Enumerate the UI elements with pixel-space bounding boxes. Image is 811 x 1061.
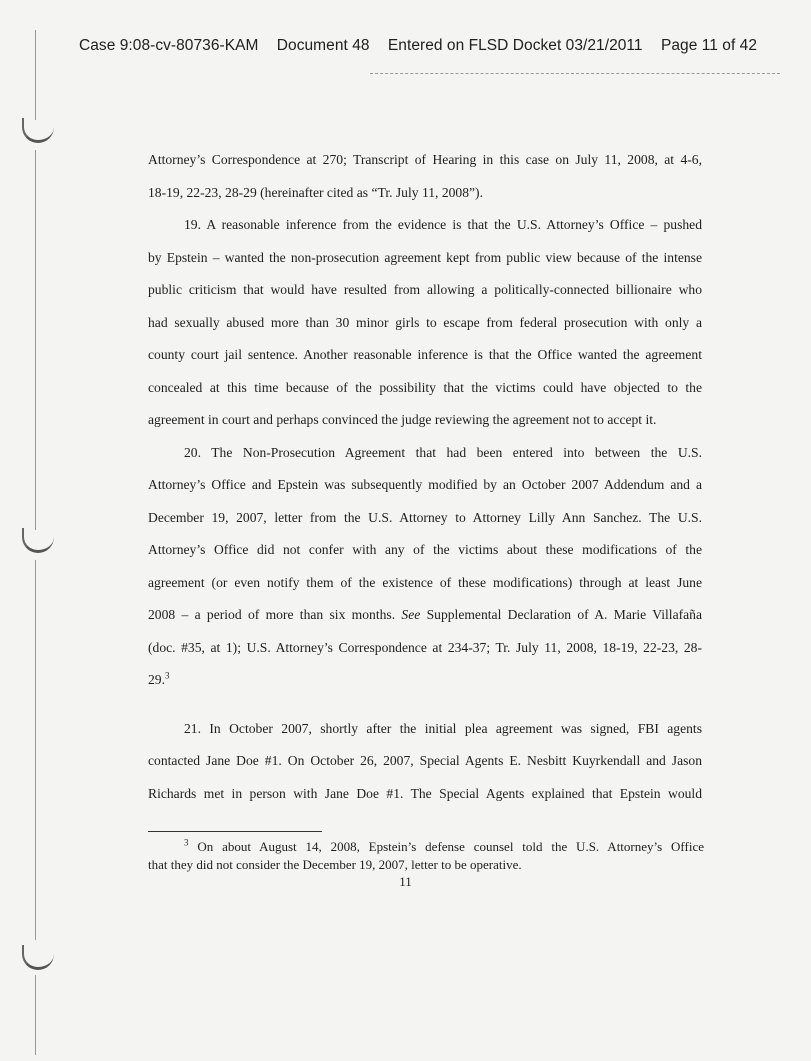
citation-signal: See	[401, 607, 421, 622]
margin-line	[35, 30, 36, 120]
docket-entry: Entered on FLSD Docket 03/21/2011	[387, 37, 643, 54]
footnote-ref: 3	[165, 670, 170, 681]
text-line: Attorney’s Office and Epstein was subsequently modified by an October 2007 Addendum and a	[148, 477, 702, 492]
header-rule	[370, 73, 780, 75]
text-segment: On about August 14, 2008, Epstein’s defense counsel told the U.S. Attorney’s Office	[197, 839, 704, 854]
punch-hole-mark	[22, 528, 54, 553]
paragraph-20-start: 20. The Non-Prosecution Agreement that had been entered into between the U.S.	[184, 444, 702, 460]
page-number: 11	[399, 874, 412, 889]
text-line: Attorney’s Office did not confer with any of the victims about these modifications of the	[148, 542, 702, 557]
margin-line	[35, 150, 36, 530]
text-line: December 19, 2007, letter from the U.S. Attorney to Attorney Lilly Ann Sanchez. The U.S.	[148, 509, 702, 525]
document-number: Document 48	[276, 37, 370, 54]
footnote-separator	[148, 831, 322, 832]
text-segment: 29.	[148, 672, 165, 687]
document-body	[148, 147, 702, 813]
docket-header	[79, 37, 779, 55]
paragraph-21-start: 21. In October 2007, shortly after the initial plea agreement was signed, FBI agents	[184, 720, 702, 736]
case-number: Case 9:08-cv-80736-KAM	[79, 37, 259, 54]
margin-line	[35, 975, 36, 1055]
text-line: Attorney’s Correspondence at 270; Transcript of Hearing in this case on July 11, 2008, at 4-6,	[148, 152, 702, 167]
text-line: agreement in court and perhaps convinced the judge reviewing the agreement not to accept it.	[148, 412, 657, 427]
text-segment: Supplemental Declaration of A. Marie Villafaña	[426, 607, 703, 622]
footnote	[148, 838, 704, 874]
text-line: (doc. #35, at 1); U.S. Attorney’s Correspondence at 234-37; Tr. July 11, 2008, 18-19, 22-23, 28-	[148, 639, 702, 655]
text-line: contacted Jane Doe #1. On October 26, 2007, Special Agents E. Nesbitt Kuyrkendall and Jason	[148, 753, 702, 768]
binder-hole-margin	[0, 0, 60, 1061]
text-line: 18-19, 22-23, 28-29 (hereinafter cited as “Tr. July 11, 2008”).	[148, 184, 483, 200]
text-line: by Epstein – wanted the non-prosecution agreement kept from public view because of the intense	[148, 249, 702, 265]
punch-hole-mark	[22, 945, 54, 970]
text-line: concealed at this time because of the possibility that the victims could have objected to the	[148, 379, 702, 395]
footnote-marker: 3	[184, 837, 189, 848]
text-line: county court jail sentence. Another reasonable inference is that the Office wanted the agreement	[148, 347, 702, 362]
page-indicator: Page 11 of 42	[660, 37, 757, 54]
text-line: Richards met in person with Jane Doe #1. The Special Agents explained that Epstein would	[148, 785, 702, 801]
punch-hole-mark	[22, 118, 54, 143]
text-segment: 2008 – a period of more than six months.	[148, 607, 396, 622]
text-line: agreement (or even notify them of the existence of these modifications) through at least June	[148, 574, 702, 590]
paragraph-19-start: 19. A reasonable inference from the evidence is that the U.S. Attorney’s Office – pushed	[184, 217, 702, 232]
footnote-line	[148, 838, 704, 856]
text-line	[148, 602, 702, 635]
text-line	[148, 667, 702, 700]
text-line: public criticism that would have resulted from allowing a politically-connected billionaire who	[148, 282, 702, 297]
footnote-line: that they did not consider the December 19, 2007, letter to be operative.	[148, 857, 522, 872]
text-line: had sexually abused more than 30 minor girls to escape from federal prosecution with only a	[148, 314, 702, 330]
